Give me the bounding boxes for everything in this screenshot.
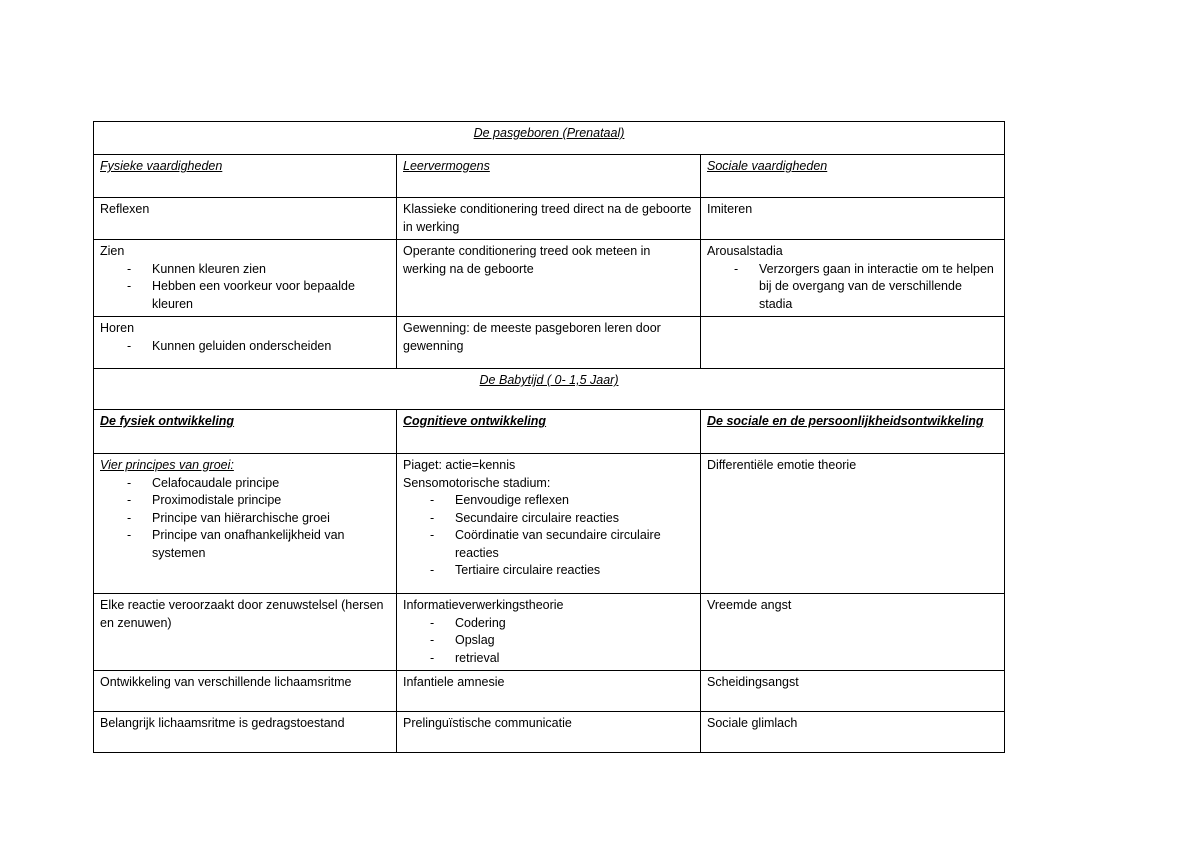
section-title-row bbox=[94, 122, 1005, 155]
list-item: - Verzorgers gaan in interactie om te helpen bij de overgang van de verschillende stadia bbox=[759, 261, 998, 314]
table-cell bbox=[94, 317, 397, 369]
list-item: - Coördinatie van secundaire circulaire reacties bbox=[455, 527, 694, 562]
table-cell bbox=[94, 454, 397, 594]
table-cell bbox=[397, 198, 701, 240]
cell-text: Klassieke conditionering treed direct na de geboorte in werking bbox=[403, 202, 692, 234]
table-cell bbox=[701, 240, 1005, 317]
table-cell bbox=[94, 198, 397, 240]
cell-text: Ontwikkeling van verschillende lichaamsritme bbox=[100, 675, 352, 689]
header-social-personality-development: De sociale en de persoonlijkheidsontwikkeling bbox=[701, 410, 1005, 454]
section-title-babyhood: De Babytijd ( 0- 1,5 Jaar) bbox=[94, 369, 1005, 410]
table-cell bbox=[94, 594, 397, 671]
table-cell bbox=[94, 671, 397, 712]
table-cell bbox=[94, 712, 397, 753]
cell-text: Prelinguïstische communicatie bbox=[403, 716, 572, 730]
cell-text: Belangrijk lichaamsritme is gedragstoestand bbox=[100, 716, 345, 730]
cell-text: Elke reactie veroorzaakt door zenuwstelsel (hersen en zenuwen) bbox=[100, 598, 384, 630]
table-cell bbox=[701, 454, 1005, 594]
list-item: - Kunnen geluiden onderscheiden bbox=[152, 338, 390, 356]
table-cell bbox=[397, 317, 701, 369]
cell-text: Arousalstadia bbox=[707, 244, 783, 258]
section-header-row bbox=[94, 410, 1005, 454]
section-title-newborn: De pasgeboren (Prenataal) bbox=[94, 122, 1005, 155]
table-cell bbox=[397, 594, 701, 671]
table-row bbox=[94, 240, 1005, 317]
cell-text: Gewenning: de meeste pasgeboren leren door gewenning bbox=[403, 321, 661, 353]
header-physical-skills: Fysieke vaardigheden bbox=[94, 155, 397, 198]
table-cell bbox=[701, 317, 1005, 369]
table-cell bbox=[701, 198, 1005, 240]
cell-text: Sensomotorische stadium: bbox=[403, 475, 551, 490]
cell-text: Piaget: actie=kennis bbox=[403, 458, 516, 472]
table-cell bbox=[397, 454, 701, 594]
overview-table bbox=[93, 121, 1005, 753]
table-row bbox=[94, 594, 1005, 671]
table-body bbox=[94, 122, 1005, 753]
cell-text: Informatieverwerkingstheorie bbox=[403, 598, 564, 612]
bullet-list bbox=[100, 475, 390, 563]
list-item: - Secundaire circulaire reacties bbox=[455, 510, 694, 528]
bullet-list bbox=[100, 338, 390, 356]
cell-lead-text: Vier principes van groei: bbox=[100, 458, 234, 472]
list-item: - Tertiaire circulaire reacties bbox=[455, 562, 694, 580]
cell-text: Zien bbox=[100, 244, 125, 258]
list-item: - Opslag bbox=[455, 632, 694, 650]
table-cell bbox=[701, 712, 1005, 753]
table-cell bbox=[701, 594, 1005, 671]
list-item: - Codering bbox=[455, 615, 694, 633]
bullet-list bbox=[403, 615, 694, 668]
cell-text: Infantiele amnesie bbox=[403, 675, 505, 689]
list-item: - Celafocaudale principe bbox=[152, 475, 390, 493]
table-cell bbox=[397, 240, 701, 317]
header-learning-abilities: Leervermogens bbox=[397, 155, 701, 198]
header-social-skills: Sociale vaardigheden bbox=[701, 155, 1005, 198]
list-item: - Principe van onafhankelijkheid van systemen bbox=[152, 527, 390, 562]
bullet-list bbox=[707, 261, 998, 314]
list-item: - Hebben een voorkeur voor bepaalde kleuren bbox=[152, 278, 390, 313]
cell-text: Operante conditionering treed ook meteen in werking na de geboorte bbox=[403, 244, 651, 276]
table-cell bbox=[397, 712, 701, 753]
table-row bbox=[94, 317, 1005, 369]
bullet-list bbox=[403, 492, 694, 580]
cell-text: Horen bbox=[100, 321, 135, 335]
section-header-row bbox=[94, 155, 1005, 198]
list-item: - Kunnen kleuren zien bbox=[152, 261, 390, 279]
cell-text: Sociale glimlach bbox=[707, 716, 798, 730]
table-cell bbox=[701, 671, 1005, 712]
list-item: - Proximodistale principe bbox=[152, 492, 390, 510]
table-row bbox=[94, 671, 1005, 712]
cell-text: Scheidingsangst bbox=[707, 675, 799, 689]
cell-text: Imiteren bbox=[707, 202, 753, 216]
table-cell bbox=[94, 240, 397, 317]
table-row bbox=[94, 454, 1005, 594]
section-title-row bbox=[94, 369, 1005, 410]
table-row bbox=[94, 712, 1005, 753]
header-cognitive-development: Cognitieve ontwikkeling bbox=[397, 410, 701, 454]
list-item: - Principe van hiërarchische groei bbox=[152, 510, 390, 528]
cell-text: Differentiële emotie theorie bbox=[707, 458, 857, 472]
header-physical-development: De fysiek ontwikkeling bbox=[94, 410, 397, 454]
table-row bbox=[94, 198, 1005, 240]
bullet-list bbox=[100, 261, 390, 314]
table-cell bbox=[397, 671, 701, 712]
list-item: - retrieval bbox=[455, 650, 694, 668]
list-item: - Eenvoudige reflexen bbox=[455, 492, 694, 510]
cell-text: Vreemde angst bbox=[707, 598, 792, 612]
cell-text: Reflexen bbox=[100, 202, 150, 216]
